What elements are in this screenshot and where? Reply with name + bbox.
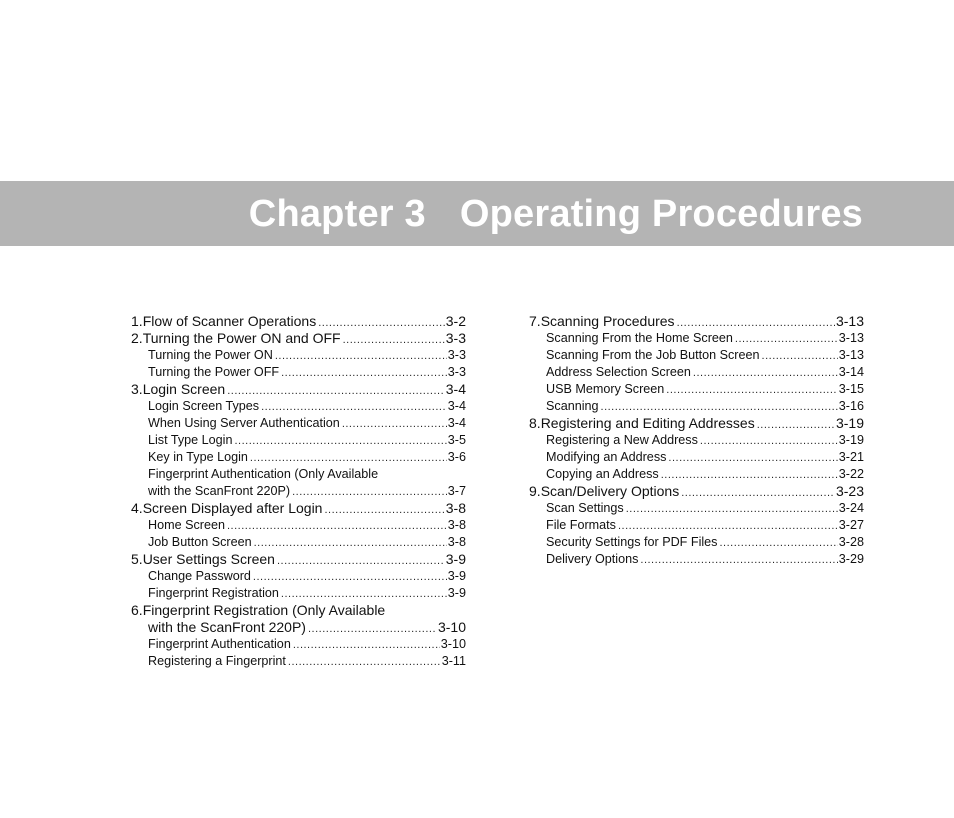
toc-entry[interactable] [529, 330, 864, 347]
chapter-name: Operating Procedures [459, 193, 863, 235]
toc-entry-page: 3-5 [447, 433, 466, 447]
toc-column-right [529, 313, 864, 568]
toc-dot-leader [668, 450, 837, 466]
toc-entry[interactable] [131, 619, 466, 636]
toc-entry-title: Fingerprint Registration [148, 586, 279, 600]
toc-entry[interactable] [131, 636, 466, 653]
toc-entry-page: 3-22 [838, 467, 864, 481]
toc-entry[interactable] [529, 534, 864, 551]
toc-entry[interactable] [529, 483, 864, 500]
toc-dot-leader [281, 586, 447, 602]
toc-entry-page: 3-6 [447, 450, 466, 464]
toc-entry[interactable] [131, 415, 466, 432]
toc-entry-title: Scan/Delivery Options [540, 483, 680, 499]
toc-entry[interactable] [131, 551, 466, 568]
toc-entry[interactable] [529, 415, 864, 432]
toc-dot-leader [666, 382, 838, 398]
toc-entry[interactable] [131, 500, 466, 517]
toc-entry[interactable] [529, 347, 864, 364]
toc-entry-title: List Type Login [148, 433, 233, 447]
toc-entry-title: Registering a Fingerprint [148, 654, 286, 668]
toc-dot-leader [281, 365, 447, 381]
toc-entry[interactable] [131, 517, 466, 534]
toc-entry-title: Flow of Scanner Operations [142, 313, 317, 329]
toc-entry-page: 3-16 [838, 399, 864, 413]
toc-entry-page: 3-28 [838, 535, 864, 549]
toc-entry[interactable] [529, 466, 864, 483]
toc-entry-page: 3-21 [838, 450, 864, 464]
toc-entry-page: 3-9 [445, 551, 466, 567]
toc-entry-page: 3-11 [441, 654, 466, 668]
toc-entry[interactable] [529, 551, 864, 568]
toc-entry-number: 3. [131, 381, 143, 397]
toc-entry[interactable] [131, 585, 466, 602]
toc-entry[interactable] [529, 517, 864, 534]
toc-dot-leader [735, 331, 838, 347]
toc-entry-page: 3-8 [447, 518, 466, 532]
toc-dot-leader [254, 535, 447, 551]
toc-entry-title: Registering and Editing Addresses [540, 415, 755, 431]
toc-dot-leader [227, 383, 445, 398]
chapter-title [249, 193, 863, 236]
toc-entry-page: 3-13 [838, 348, 864, 362]
toc-entry[interactable] [131, 466, 466, 483]
toc-entry-page: 3-14 [838, 365, 864, 379]
toc-dot-leader [227, 518, 447, 534]
toc-dot-leader [342, 416, 447, 432]
toc-entry[interactable] [131, 381, 466, 398]
toc-entry-title: Login Screen Types [148, 399, 260, 413]
toc-entry-title: with the ScanFront 220P) [148, 484, 291, 498]
toc-entry[interactable] [131, 568, 466, 585]
toc-entry-page: 3-23 [835, 483, 864, 499]
toc-entry[interactable] [529, 500, 864, 517]
toc-entry-title: Scanning [546, 399, 599, 413]
toc-entry-page: 3-3 [447, 348, 466, 362]
toc-entry-page: 3-15 [838, 382, 864, 396]
toc-entry-title: Screen Displayed after Login [142, 500, 323, 516]
toc-entry-title: Scanning Procedures [540, 313, 675, 329]
toc-column-left [131, 313, 466, 670]
toc-entry-title: Fingerprint Registration (Only Available [142, 602, 386, 618]
toc-entry-page: 3-10 [440, 637, 466, 651]
toc-entry-title: Registering a New Address [546, 433, 698, 447]
toc-dot-leader [235, 433, 447, 449]
toc-dot-leader [261, 399, 447, 415]
toc-entry-title: Change Password [148, 569, 251, 583]
toc-entry[interactable] [529, 398, 864, 415]
toc-entry-number: 2. [131, 330, 143, 346]
toc-entry-number: 5. [131, 551, 143, 567]
toc-entry-page: 3-27 [838, 518, 864, 532]
toc-dot-leader [626, 501, 838, 517]
toc-entry[interactable] [131, 449, 466, 466]
toc-entry-page: 3-13 [838, 331, 864, 345]
toc-dot-leader [308, 621, 437, 636]
toc-dot-leader [762, 348, 838, 364]
toc-entry-title: Fingerprint Authentication [148, 637, 291, 651]
toc-dot-leader [661, 467, 838, 483]
toc-entry-number: 7. [529, 313, 541, 329]
toc-entry-page: 3-4 [445, 381, 466, 397]
toc-entry-page: 3-10 [437, 619, 466, 635]
toc-entry-page: 3-2 [445, 313, 466, 329]
toc-entry-title: Scanning From the Job Button Screen [546, 348, 760, 362]
toc-entry-title: Copying an Address [546, 467, 659, 481]
toc-entry[interactable] [131, 432, 466, 449]
toc-entry-page: 3-7 [447, 484, 466, 498]
toc-entry[interactable] [131, 347, 466, 364]
toc-entry[interactable] [131, 398, 466, 415]
toc-entry-page: 3-3 [445, 330, 466, 346]
toc-dot-leader [277, 553, 445, 568]
toc-dot-leader [288, 654, 441, 670]
toc-entry-number: 6. [131, 602, 143, 618]
toc-entry-title: Fingerprint Authentication (Only Available [148, 467, 379, 481]
chapter-label: Chapter 3 [248, 193, 426, 235]
toc-entry-title: Modifying an Address [546, 450, 667, 464]
toc-dot-leader [275, 348, 447, 364]
toc-dot-leader [318, 315, 445, 330]
toc-entry[interactable] [131, 483, 466, 500]
toc-dot-leader [324, 502, 444, 517]
toc-entry-title: Delivery Options [546, 552, 639, 566]
toc-dot-leader [250, 450, 447, 466]
toc-entry[interactable] [131, 330, 466, 347]
toc-entry-page: 3-13 [835, 313, 864, 329]
toc-dot-leader [293, 637, 440, 653]
toc-entry-number: 9. [529, 483, 541, 499]
toc-entry-page: 3-24 [838, 501, 864, 515]
toc-entry[interactable] [529, 432, 864, 449]
toc-entry[interactable] [131, 364, 466, 381]
toc-entry-page: 3-19 [838, 433, 864, 447]
toc-dot-leader [719, 535, 837, 551]
toc-dot-leader [343, 332, 445, 347]
toc-entry-title: Address Selection Screen [546, 365, 691, 379]
toc-entry[interactable] [529, 364, 864, 381]
toc-entry-page: 3-4 [447, 416, 466, 430]
toc-entry-title: Scan Settings [546, 501, 624, 515]
chapter-header-band [0, 181, 954, 246]
toc-entry-page: 3-3 [447, 365, 466, 379]
toc-dot-leader [757, 417, 835, 432]
toc-entry-number: 1. [131, 313, 143, 329]
toc-dot-leader [677, 315, 835, 330]
toc-entry-page: 3-9 [447, 569, 466, 583]
toc-entry-title: User Settings Screen [142, 551, 275, 567]
toc-entry-page: 3-29 [838, 552, 864, 566]
toc-entry[interactable] [131, 653, 466, 670]
toc-entry[interactable] [529, 381, 864, 398]
toc-entry[interactable] [529, 449, 864, 466]
toc-dot-leader [292, 484, 447, 500]
toc-entry-page: 3-9 [447, 586, 466, 600]
toc-entry-page: 3-19 [835, 415, 864, 431]
toc-dot-leader [601, 399, 838, 415]
toc-entry-title: Turning the Power ON [148, 348, 273, 362]
toc-dot-leader [693, 365, 838, 381]
toc-entry[interactable] [131, 602, 466, 619]
toc-entry-title: USB Memory Screen [546, 382, 665, 396]
toc-entry-title: When Using Server Authentication [148, 416, 340, 430]
toc-entry-title: Job Button Screen [148, 535, 252, 549]
toc-entry-page: 3-4 [447, 399, 466, 413]
toc-entry-number: 4. [131, 500, 143, 516]
toc-dot-leader [681, 485, 835, 500]
toc-entry-number: 8. [529, 415, 541, 431]
toc-entry-title: Scanning From the Home Screen [546, 331, 733, 345]
toc-entry-title: Home Screen [148, 518, 225, 532]
toc-entry-page: 3-8 [445, 500, 466, 516]
toc-entry-page: 3-8 [447, 535, 466, 549]
toc-entry-title: Turning the Power OFF [148, 365, 280, 379]
toc-entry-title: Security Settings for PDF Files [546, 535, 718, 549]
toc-entry-title: Login Screen [142, 381, 226, 397]
toc-dot-leader [253, 569, 447, 585]
toc-entry[interactable] [529, 313, 864, 330]
toc-dot-leader [618, 518, 838, 534]
toc-dot-leader [700, 433, 838, 449]
toc-entry-title: Turning the Power ON and OFF [142, 330, 341, 346]
toc-entry[interactable] [131, 313, 466, 330]
toc-dot-leader [640, 552, 837, 568]
toc-entry-title: File Formats [546, 518, 616, 532]
toc-entry[interactable] [131, 534, 466, 551]
toc-entry-title: with the ScanFront 220P) [148, 619, 306, 635]
toc-entry-title: Key in Type Login [148, 450, 248, 464]
